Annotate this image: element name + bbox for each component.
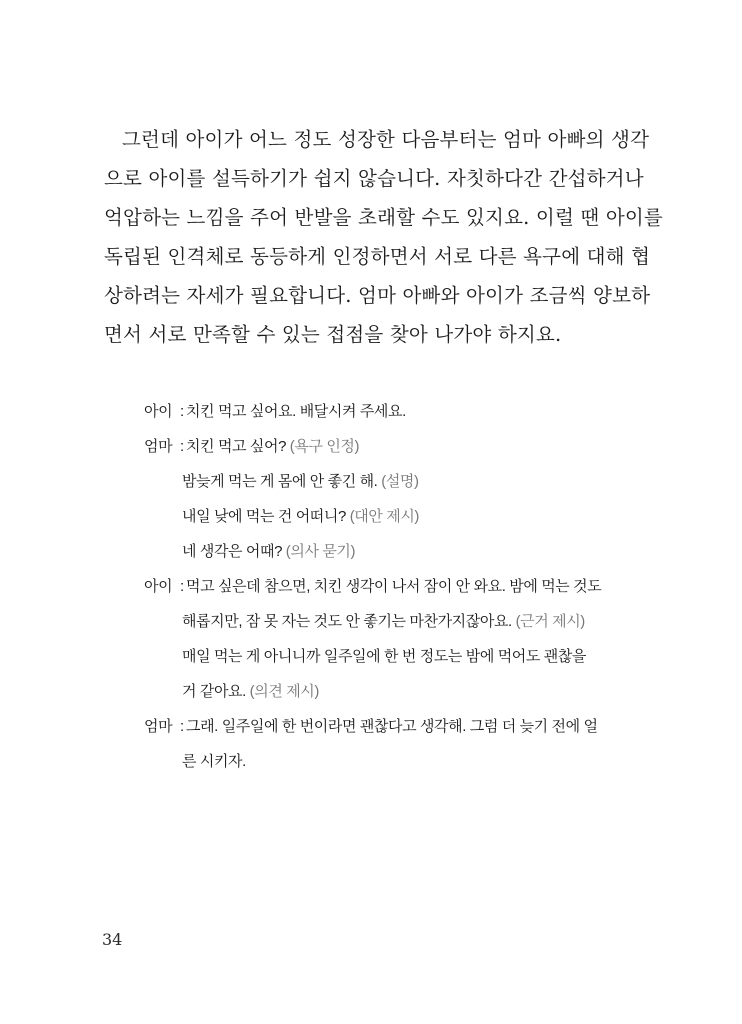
- paragraph-line: 면서 서로 만족할 수 있는 접점을 찾아 나가야 하지요.: [104, 323, 562, 346]
- dialogue-text: 치킨 먹고 싶어요. 배달시켜 주세요.: [186, 403, 406, 420]
- dialogue-line: [144, 573, 624, 608]
- dialogue-text: 밤늦게 먹는 게 몸에 안 좋긴 해.: [182, 473, 382, 490]
- dialogue-text: 해롭지만, 잠 못 자는 것도 안 좋기는 마찬가지잖아요.: [182, 613, 516, 630]
- dialogue-line: [144, 608, 624, 643]
- body-paragraph: [104, 120, 663, 354]
- paragraph-line: 그런데 아이가 어느 정도 성장한 다음부터는 엄마 아빠의 생각: [122, 128, 650, 151]
- dialogue-text: 매일 먹는 게 아니니까 일주일에 한 번 정도는 밤에 먹어도 괜찮을: [182, 648, 587, 665]
- speaker-label: 엄마: [144, 718, 173, 735]
- dialogue-text: 네 생각은 어때?: [182, 543, 286, 560]
- speaker-colon: :: [180, 438, 184, 455]
- dialogue-line: [144, 678, 624, 713]
- dialogue-line: [144, 433, 624, 468]
- dialogue-text: 치킨 먹고 싶어?: [186, 438, 290, 455]
- dialogue-line: [144, 398, 624, 433]
- dialogue-note: (대안 제시): [349, 508, 420, 525]
- dialogue-line: [144, 468, 624, 503]
- dialogue-text: 먹고 싶은데 참으면, 치킨 생각이 나서 잠이 안 와요. 밤에 먹는 것도: [186, 578, 602, 595]
- speaker-label: 엄마: [144, 438, 173, 455]
- dialogue-line: [144, 748, 624, 783]
- dialogue-note: (근거 제시): [515, 613, 585, 630]
- dialogue-note: (설명): [381, 473, 419, 490]
- dialogue-text: 거 같아요.: [182, 683, 250, 700]
- speaker-label: 아이: [144, 578, 173, 595]
- dialogue-text: 내일 낮에 먹는 건 어떠니?: [182, 508, 350, 525]
- speaker-colon: :: [180, 718, 184, 735]
- dialogue-line: [144, 643, 624, 678]
- dialogue-note: (의견 제시): [249, 683, 319, 700]
- dialogue-text: 그래. 일주일에 한 번이라면 괜찮다고 생각해. 그럼 더 늦기 전에 얼: [186, 718, 598, 735]
- speaker-label: 아이: [144, 403, 173, 420]
- dialogue-line: [144, 538, 624, 573]
- dialogue-text: 른 시키자.: [182, 753, 246, 770]
- speaker-colon: :: [180, 578, 184, 595]
- dialogue-block: [144, 398, 624, 783]
- paragraph-line: 독립된 인격체로 동등하게 인정하면서 서로 다른 욕구에 대해 협: [104, 245, 651, 268]
- dialogue-note: (의사 묻기): [285, 543, 356, 560]
- dialogue-note: (욕구 인정): [289, 438, 360, 455]
- page-number: 34: [102, 930, 123, 949]
- paragraph-line: 상하려는 자세가 필요합니다. 엄마 아빠와 아이가 조금씩 양보하: [104, 284, 651, 307]
- dialogue-line: [144, 713, 624, 748]
- paragraph-line: 억압하는 느낌을 주어 반발을 초래할 수도 있지요. 이럴 땐 아이를: [104, 206, 663, 229]
- dialogue-line: [144, 503, 624, 538]
- speaker-colon: :: [180, 403, 184, 420]
- paragraph-line: 으로 아이를 설득하기가 쉽지 않습니다. 자칫하다간 간섭하거나: [104, 167, 644, 190]
